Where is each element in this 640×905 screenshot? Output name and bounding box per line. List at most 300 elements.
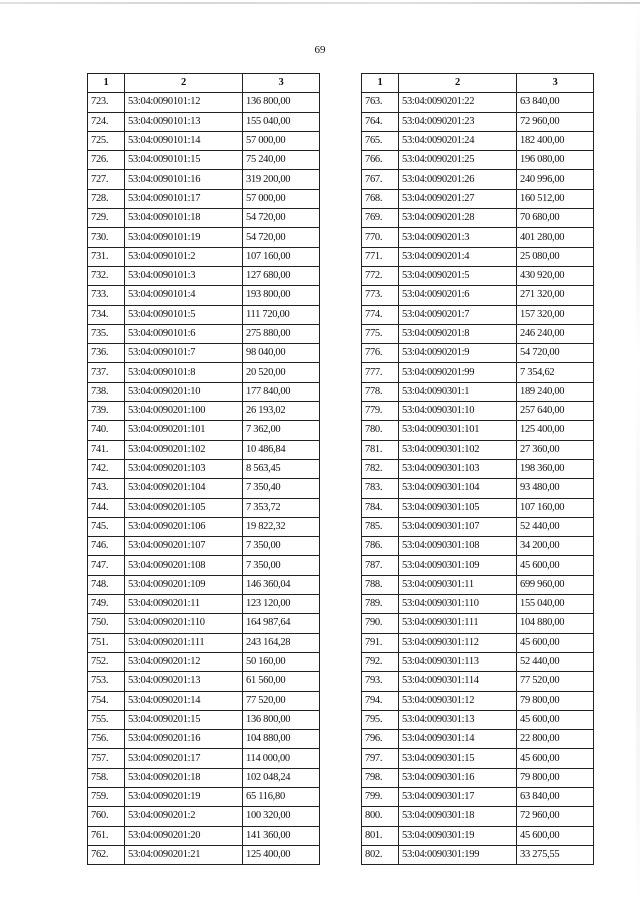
cadastral-number-cell: 53:04:0090201:103 xyxy=(125,459,243,478)
table-row xyxy=(88,479,320,498)
row-number-cell: 740. xyxy=(88,421,125,440)
cadastral-number-cell: 53:04:0090101:4 xyxy=(125,286,243,305)
cadastral-number-cell: 53:04:0090201:106 xyxy=(125,517,243,536)
cadastral-number-cell: 53:04:0090101:16 xyxy=(125,170,243,189)
table-row xyxy=(88,614,320,633)
table-row xyxy=(362,575,594,594)
table-row xyxy=(362,537,594,556)
cadastral-number-cell: 53:04:0090201:12 xyxy=(125,652,243,671)
table-row xyxy=(88,768,320,787)
row-number-cell: 738. xyxy=(88,382,125,401)
table-row xyxy=(88,266,320,285)
table-row xyxy=(362,807,594,826)
value-cell: 61 560,00 xyxy=(243,672,320,691)
value-cell: 127 680,00 xyxy=(243,266,320,285)
table-row xyxy=(362,305,594,324)
row-number-cell: 749. xyxy=(88,595,125,614)
row-number-cell: 788. xyxy=(362,575,399,594)
cadastral-number-cell: 53:04:0090301:112 xyxy=(399,633,517,652)
row-number-cell: 726. xyxy=(88,151,125,170)
cadastral-number-cell: 53:04:0090201:3 xyxy=(399,228,517,247)
value-cell: 19 822,32 xyxy=(243,517,320,536)
value-cell: 33 275,55 xyxy=(517,845,594,864)
table-row xyxy=(88,633,320,652)
value-cell: 57 000,00 xyxy=(243,131,320,150)
value-cell: 45 600,00 xyxy=(517,710,594,729)
row-number-cell: 732. xyxy=(88,266,125,285)
row-number-cell: 756. xyxy=(88,730,125,749)
value-cell: 196 080,00 xyxy=(517,151,594,170)
column-header-number: 1 xyxy=(362,74,399,93)
table-row xyxy=(88,170,320,189)
table-row xyxy=(88,93,320,112)
row-number-cell: 765. xyxy=(362,131,399,150)
table-row xyxy=(362,595,594,614)
cadastral-number-cell: 53:04:0090301:113 xyxy=(399,652,517,671)
table-row xyxy=(88,498,320,517)
row-number-cell: 734. xyxy=(88,305,125,324)
row-number-cell: 758. xyxy=(88,768,125,787)
value-cell: 7 350,00 xyxy=(243,556,320,575)
value-cell: 45 600,00 xyxy=(517,633,594,652)
row-number-cell: 755. xyxy=(88,710,125,729)
table-row xyxy=(88,537,320,556)
value-cell: 52 440,00 xyxy=(517,517,594,536)
cadastral-number-cell: 53:04:0090201:18 xyxy=(125,768,243,787)
cadastral-number-cell: 53:04:0090301:114 xyxy=(399,672,517,691)
cadastral-number-cell: 53:04:0090201:108 xyxy=(125,556,243,575)
table-row xyxy=(88,112,320,131)
table-row xyxy=(362,189,594,208)
row-number-cell: 795. xyxy=(362,710,399,729)
value-cell: 100 320,00 xyxy=(243,807,320,826)
cadastral-number-cell: 53:04:0090201:26 xyxy=(399,170,517,189)
cadastral-number-cell: 53:04:0090201:7 xyxy=(399,305,517,324)
row-number-cell: 745. xyxy=(88,517,125,536)
cadastral-number-cell: 53:04:0090201:109 xyxy=(125,575,243,594)
value-cell: 54 720,00 xyxy=(243,228,320,247)
row-number-cell: 792. xyxy=(362,652,399,671)
row-number-cell: 801. xyxy=(362,826,399,845)
row-number-cell: 785. xyxy=(362,517,399,536)
table-row xyxy=(88,189,320,208)
row-number-cell: 782. xyxy=(362,459,399,478)
cadastral-number-cell: 53:04:0090201:19 xyxy=(125,787,243,806)
row-number-cell: 786. xyxy=(362,537,399,556)
row-number-cell: 757. xyxy=(88,749,125,768)
table-row xyxy=(362,151,594,170)
table-row xyxy=(88,459,320,478)
row-number-cell: 764. xyxy=(362,112,399,131)
table-row xyxy=(362,517,594,536)
table-row xyxy=(88,421,320,440)
row-number-cell: 775. xyxy=(362,324,399,343)
table-row xyxy=(362,286,594,305)
cadastral-number-cell: 53:04:0090201:9 xyxy=(399,344,517,363)
value-cell: 243 164,28 xyxy=(243,633,320,652)
row-number-cell: 769. xyxy=(362,209,399,228)
row-number-cell: 773. xyxy=(362,286,399,305)
value-cell: 75 240,00 xyxy=(243,151,320,170)
value-cell: 699 960,00 xyxy=(517,575,594,594)
row-number-cell: 742. xyxy=(88,459,125,478)
value-cell: 79 800,00 xyxy=(517,768,594,787)
table-row xyxy=(88,517,320,536)
value-cell: 107 160,00 xyxy=(517,498,594,517)
value-cell: 45 600,00 xyxy=(517,749,594,768)
scan-top-edge xyxy=(0,2,640,4)
cadastral-number-cell: 53:04:0090201:20 xyxy=(125,826,243,845)
value-cell: 160 512,00 xyxy=(517,189,594,208)
cadastral-number-cell: 53:04:0090201:111 xyxy=(125,633,243,652)
value-cell: 98 040,00 xyxy=(243,344,320,363)
table-row xyxy=(362,363,594,382)
table-row xyxy=(362,652,594,671)
value-cell: 45 600,00 xyxy=(517,826,594,845)
cadastral-number-cell: 53:04:0090201:15 xyxy=(125,710,243,729)
value-cell: 79 800,00 xyxy=(517,691,594,710)
table-row xyxy=(362,112,594,131)
row-number-cell: 797. xyxy=(362,749,399,768)
cadastral-number-cell: 53:04:0090301:102 xyxy=(399,440,517,459)
row-number-cell: 789. xyxy=(362,595,399,614)
row-number-cell: 780. xyxy=(362,421,399,440)
cadastral-number-cell: 53:04:0090201:101 xyxy=(125,421,243,440)
cadastral-number-cell: 53:04:0090201:11 xyxy=(125,595,243,614)
row-number-cell: 739. xyxy=(88,402,125,421)
table-row xyxy=(362,266,594,285)
table-row xyxy=(362,440,594,459)
cadastral-number-cell: 53:04:0090301:14 xyxy=(399,730,517,749)
row-number-cell: 723. xyxy=(88,93,125,112)
cadastral-number-cell: 53:04:0090201:21 xyxy=(125,845,243,864)
table-row xyxy=(88,286,320,305)
value-cell: 177 840,00 xyxy=(243,382,320,401)
row-number-cell: 729. xyxy=(88,209,125,228)
value-cell: 198 360,00 xyxy=(517,459,594,478)
value-cell: 27 360,00 xyxy=(517,440,594,459)
cadastral-number-cell: 53:04:0090201:99 xyxy=(399,363,517,382)
value-cell: 136 800,00 xyxy=(243,710,320,729)
value-cell: 7 354,62 xyxy=(517,363,594,382)
cadastral-number-cell: 53:04:0090301:19 xyxy=(399,826,517,845)
cadastral-number-cell: 53:04:0090101:5 xyxy=(125,305,243,324)
table-row xyxy=(362,131,594,150)
cadastral-number-cell: 53:04:0090201:110 xyxy=(125,614,243,633)
row-number-cell: 790. xyxy=(362,614,399,633)
row-number-cell: 733. xyxy=(88,286,125,305)
table-row xyxy=(362,247,594,266)
row-number-cell: 751. xyxy=(88,633,125,652)
cadastral-number-cell: 53:04:0090101:6 xyxy=(125,324,243,343)
value-cell: 25 080,00 xyxy=(517,247,594,266)
value-cell: 155 040,00 xyxy=(517,595,594,614)
table-row xyxy=(362,421,594,440)
table-header-row xyxy=(88,74,320,93)
value-cell: 155 040,00 xyxy=(243,112,320,131)
value-cell: 50 160,00 xyxy=(243,652,320,671)
table-row xyxy=(362,691,594,710)
table-row xyxy=(88,807,320,826)
cadastral-number-cell: 53:04:0090301:17 xyxy=(399,787,517,806)
cadastral-number-cell: 53:04:0090301:1 xyxy=(399,382,517,401)
cadastral-number-cell: 53:04:0090201:5 xyxy=(399,266,517,285)
value-cell: 271 320,00 xyxy=(517,286,594,305)
value-cell: 123 120,00 xyxy=(243,595,320,614)
table-row xyxy=(88,209,320,228)
cadastral-number-cell: 53:04:0090201:27 xyxy=(399,189,517,208)
row-number-cell: 796. xyxy=(362,730,399,749)
value-cell: 111 720,00 xyxy=(243,305,320,324)
table-row xyxy=(362,614,594,633)
cadastral-number-cell: 53:04:0090101:18 xyxy=(125,209,243,228)
value-cell: 65 116,80 xyxy=(243,787,320,806)
cadastral-number-cell: 53:04:0090301:199 xyxy=(399,845,517,864)
row-number-cell: 774. xyxy=(362,305,399,324)
table-row xyxy=(362,459,594,478)
value-cell: 107 160,00 xyxy=(243,247,320,266)
table-row xyxy=(362,170,594,189)
row-number-cell: 771. xyxy=(362,247,399,266)
row-number-cell: 735. xyxy=(88,324,125,343)
value-cell: 401 280,00 xyxy=(517,228,594,247)
table-row xyxy=(362,845,594,864)
cadastral-number-cell: 53:04:0090301:10 xyxy=(399,402,517,421)
row-number-cell: 727. xyxy=(88,170,125,189)
table-row xyxy=(362,556,594,575)
table-row xyxy=(88,730,320,749)
column-header-number: 1 xyxy=(88,74,125,93)
cadastral-number-cell: 53:04:0090101:19 xyxy=(125,228,243,247)
value-cell: 141 360,00 xyxy=(243,826,320,845)
row-number-cell: 772. xyxy=(362,266,399,285)
cadastral-number-cell: 53:04:0090201:28 xyxy=(399,209,517,228)
value-cell: 52 440,00 xyxy=(517,652,594,671)
table-row xyxy=(88,228,320,247)
cadastral-number-cell: 53:04:0090101:7 xyxy=(125,344,243,363)
value-cell: 125 400,00 xyxy=(243,845,320,864)
row-number-cell: 761. xyxy=(88,826,125,845)
value-cell: 20 520,00 xyxy=(243,363,320,382)
value-cell: 26 193,02 xyxy=(243,402,320,421)
row-number-cell: 754. xyxy=(88,691,125,710)
row-number-cell: 766. xyxy=(362,151,399,170)
value-cell: 7 353,72 xyxy=(243,498,320,517)
value-cell: 125 400,00 xyxy=(517,421,594,440)
table-row xyxy=(88,382,320,401)
row-number-cell: 762. xyxy=(88,845,125,864)
column-header-cadastral-number: 2 xyxy=(399,74,517,93)
row-number-cell: 752. xyxy=(88,652,125,671)
value-cell: 104 880,00 xyxy=(517,614,594,633)
value-cell: 22 800,00 xyxy=(517,730,594,749)
table-row xyxy=(88,402,320,421)
cadastral-table-right xyxy=(361,73,594,865)
table-row xyxy=(88,749,320,768)
row-number-cell: 725. xyxy=(88,131,125,150)
cadastral-table-left xyxy=(87,73,320,865)
cadastral-number-cell: 53:04:0090301:107 xyxy=(399,517,517,536)
table-row xyxy=(88,691,320,710)
value-cell: 8 563,45 xyxy=(243,459,320,478)
cadastral-number-cell: 53:04:0090101:13 xyxy=(125,112,243,131)
value-cell: 77 520,00 xyxy=(243,691,320,710)
row-number-cell: 784. xyxy=(362,498,399,517)
row-number-cell: 779. xyxy=(362,402,399,421)
row-number-cell: 753. xyxy=(88,672,125,691)
value-cell: 240 996,00 xyxy=(517,170,594,189)
table-row xyxy=(362,228,594,247)
cadastral-number-cell: 53:04:0090101:12 xyxy=(125,93,243,112)
value-cell: 102 048,24 xyxy=(243,768,320,787)
cadastral-number-cell: 53:04:0090301:110 xyxy=(399,595,517,614)
table-row xyxy=(362,324,594,343)
row-number-cell: 783. xyxy=(362,479,399,498)
table-row xyxy=(362,344,594,363)
value-cell: 104 880,00 xyxy=(243,730,320,749)
table-row xyxy=(88,672,320,691)
row-number-cell: 746. xyxy=(88,537,125,556)
cadastral-number-cell: 53:04:0090201:25 xyxy=(399,151,517,170)
table-row xyxy=(88,556,320,575)
value-cell: 157 320,00 xyxy=(517,305,594,324)
cadastral-number-cell: 53:04:0090101:3 xyxy=(125,266,243,285)
row-number-cell: 724. xyxy=(88,112,125,131)
row-number-cell: 731. xyxy=(88,247,125,266)
value-cell: 70 680,00 xyxy=(517,209,594,228)
cadastral-number-cell: 53:04:0090201:14 xyxy=(125,691,243,710)
table-row xyxy=(362,93,594,112)
value-cell: 182 400,00 xyxy=(517,131,594,150)
row-number-cell: 802. xyxy=(362,845,399,864)
value-cell: 72 960,00 xyxy=(517,112,594,131)
cadastral-number-cell: 53:04:0090301:103 xyxy=(399,459,517,478)
table-row xyxy=(88,324,320,343)
row-number-cell: 794. xyxy=(362,691,399,710)
table-row xyxy=(88,131,320,150)
table-row xyxy=(362,382,594,401)
value-cell: 136 800,00 xyxy=(243,93,320,112)
table-row xyxy=(362,672,594,691)
cadastral-number-cell: 53:04:0090101:14 xyxy=(125,131,243,150)
row-number-cell: 767. xyxy=(362,170,399,189)
cadastral-number-cell: 53:04:0090101:15 xyxy=(125,151,243,170)
value-cell: 7 350,00 xyxy=(243,537,320,556)
row-number-cell: 741. xyxy=(88,440,125,459)
value-cell: 10 486,84 xyxy=(243,440,320,459)
table-row xyxy=(362,826,594,845)
cadastral-number-cell: 53:04:0090301:108 xyxy=(399,537,517,556)
table-row xyxy=(362,768,594,787)
cadastral-number-cell: 53:04:0090201:22 xyxy=(399,93,517,112)
cadastral-number-cell: 53:04:0090301:105 xyxy=(399,498,517,517)
value-cell: 34 200,00 xyxy=(517,537,594,556)
row-number-cell: 798. xyxy=(362,768,399,787)
column-header-value: 3 xyxy=(243,74,320,93)
value-cell: 45 600,00 xyxy=(517,556,594,575)
table-row xyxy=(362,402,594,421)
value-cell: 257 640,00 xyxy=(517,402,594,421)
column-header-value: 3 xyxy=(517,74,594,93)
table-row xyxy=(88,826,320,845)
value-cell: 57 000,00 xyxy=(243,189,320,208)
value-cell: 319 200,00 xyxy=(243,170,320,189)
cadastral-number-cell: 53:04:0090201:4 xyxy=(399,247,517,266)
value-cell: 193 800,00 xyxy=(243,286,320,305)
cadastral-number-cell: 53:04:0090101:8 xyxy=(125,363,243,382)
table-row xyxy=(88,845,320,864)
row-number-cell: 768. xyxy=(362,189,399,208)
row-number-cell: 763. xyxy=(362,93,399,112)
value-cell: 77 520,00 xyxy=(517,672,594,691)
page-number: 69 xyxy=(314,44,326,56)
table-row xyxy=(88,151,320,170)
cadastral-number-cell: 53:04:0090301:101 xyxy=(399,421,517,440)
row-number-cell: 777. xyxy=(362,363,399,382)
table-row xyxy=(362,498,594,517)
cadastral-number-cell: 53:04:0090201:16 xyxy=(125,730,243,749)
row-number-cell: 776. xyxy=(362,344,399,363)
cadastral-number-cell: 53:04:0090201:107 xyxy=(125,537,243,556)
table-row xyxy=(88,575,320,594)
row-number-cell: 728. xyxy=(88,189,125,208)
value-cell: 189 240,00 xyxy=(517,382,594,401)
row-number-cell: 759. xyxy=(88,787,125,806)
cadastral-number-cell: 53:04:0090301:11 xyxy=(399,575,517,594)
value-cell: 164 987,64 xyxy=(243,614,320,633)
row-number-cell: 793. xyxy=(362,672,399,691)
row-number-cell: 736. xyxy=(88,344,125,363)
cadastral-number-cell: 53:04:0090301:111 xyxy=(399,614,517,633)
cadastral-number-cell: 53:04:0090201:24 xyxy=(399,131,517,150)
cadastral-number-cell: 53:04:0090201:6 xyxy=(399,286,517,305)
row-number-cell: 778. xyxy=(362,382,399,401)
table-row xyxy=(362,633,594,652)
scan-right-edge xyxy=(636,0,640,905)
cadastral-number-cell: 53:04:0090201:17 xyxy=(125,749,243,768)
table-row xyxy=(88,652,320,671)
row-number-cell: 799. xyxy=(362,787,399,806)
row-number-cell: 737. xyxy=(88,363,125,382)
value-cell: 7 350,40 xyxy=(243,479,320,498)
cadastral-number-cell: 53:04:0090201:23 xyxy=(399,112,517,131)
row-number-cell: 787. xyxy=(362,556,399,575)
row-number-cell: 781. xyxy=(362,440,399,459)
cadastral-number-cell: 53:04:0090201:105 xyxy=(125,498,243,517)
cadastral-number-cell: 53:04:0090301:109 xyxy=(399,556,517,575)
cadastral-number-cell: 53:04:0090301:16 xyxy=(399,768,517,787)
row-number-cell: 800. xyxy=(362,807,399,826)
table-row xyxy=(88,595,320,614)
value-cell: 246 240,00 xyxy=(517,324,594,343)
row-number-cell: 791. xyxy=(362,633,399,652)
row-number-cell: 730. xyxy=(88,228,125,247)
column-header-cadastral-number: 2 xyxy=(125,74,243,93)
value-cell: 93 480,00 xyxy=(517,479,594,498)
table-row xyxy=(362,209,594,228)
value-cell: 114 000,00 xyxy=(243,749,320,768)
value-cell: 63 840,00 xyxy=(517,787,594,806)
table-row xyxy=(88,710,320,729)
table-row xyxy=(88,787,320,806)
row-number-cell: 748. xyxy=(88,575,125,594)
table-row xyxy=(88,247,320,266)
row-number-cell: 750. xyxy=(88,614,125,633)
cadastral-number-cell: 53:04:0090201:104 xyxy=(125,479,243,498)
table-row xyxy=(88,363,320,382)
value-cell: 275 880,00 xyxy=(243,324,320,343)
cadastral-number-cell: 53:04:0090201:13 xyxy=(125,672,243,691)
